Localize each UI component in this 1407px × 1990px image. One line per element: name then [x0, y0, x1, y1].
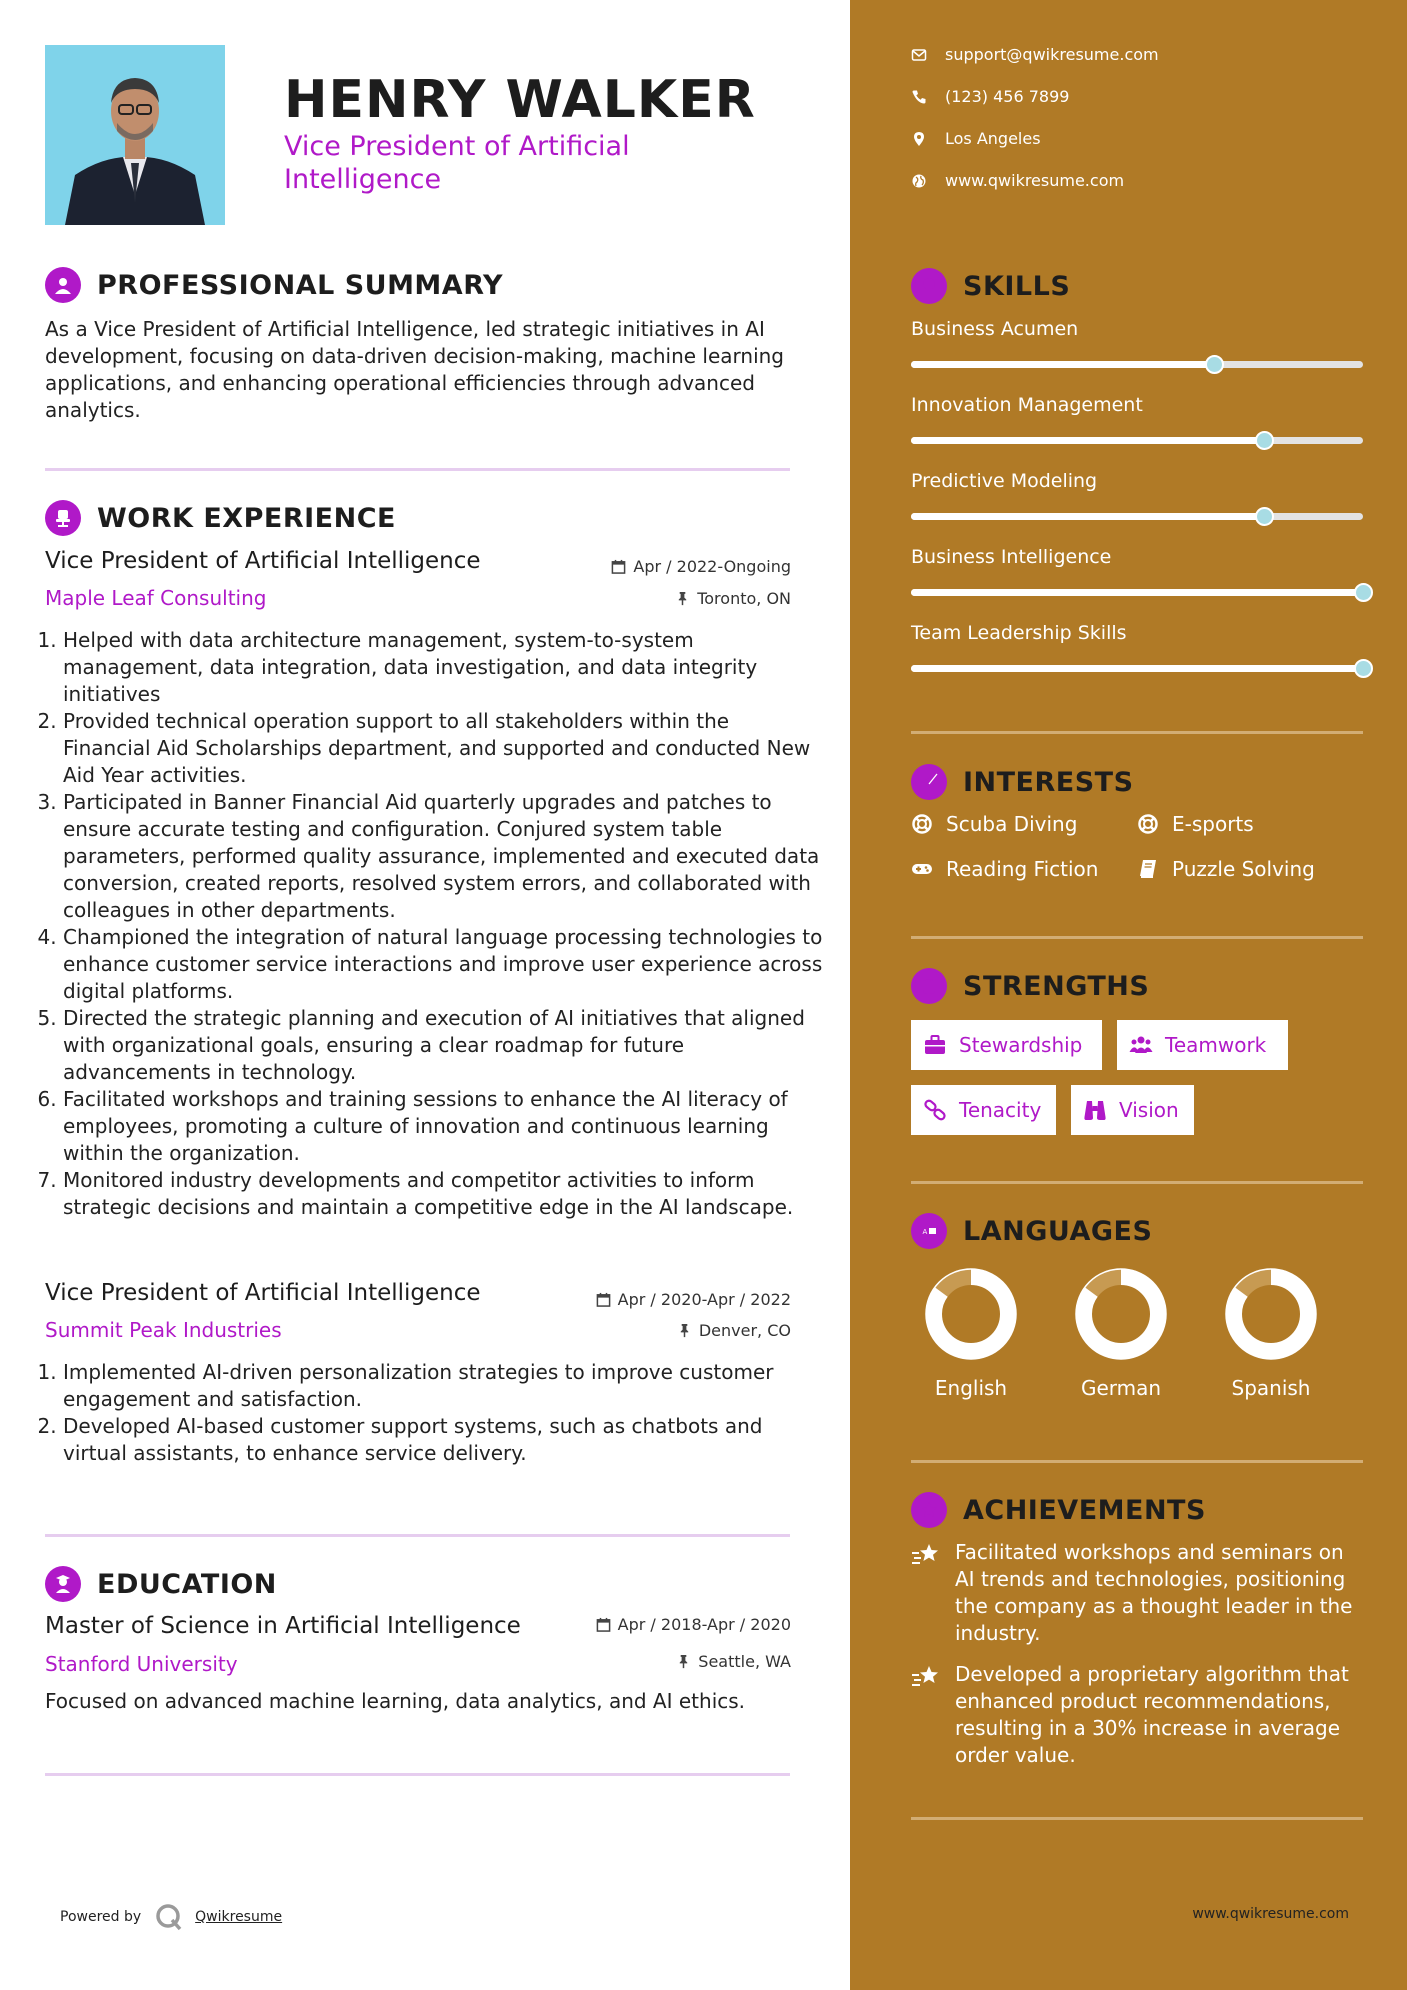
section-divider	[911, 936, 1363, 939]
work-heading	[45, 500, 396, 536]
interests-title: INTERESTS	[963, 766, 1134, 798]
powered-by	[60, 1903, 282, 1931]
interests-heading	[911, 764, 1134, 800]
education-description: Focused on advanced machine learning, data analytics, and AI ethics.	[45, 1689, 746, 1713]
interest-label: Puzzle Solving	[1172, 857, 1315, 881]
envelope-icon	[911, 47, 927, 63]
list-item: 1. Implemented AI-driven personalization strategies to improve customer engagement and satisfaction.	[63, 1359, 823, 1413]
language-donut	[923, 1266, 1019, 1362]
strength-label: Stewardship	[959, 1033, 1083, 1057]
job-company: Summit Peak Industries	[45, 1318, 282, 1342]
section-divider	[45, 1534, 790, 1537]
candidate-title: Vice President of Artificial Intelligence	[284, 131, 630, 195]
degree-title: Master of Science in Artificial Intelligence	[45, 1613, 521, 1639]
education-heading	[45, 1566, 277, 1602]
job-dates-text: Apr / 2020-Apr / 2022	[617, 1290, 791, 1309]
powered-by-label: Powered by	[60, 1909, 142, 1925]
work-title: WORK EXPERIENCE	[97, 502, 396, 534]
job-dates	[596, 1290, 791, 1309]
languages-title: LANGUAGES	[963, 1215, 1153, 1247]
list-item: 2. Developed AI-based customer support systems, such as chatbots and virtual assistants, to enhance service delivery.	[63, 1413, 823, 1467]
contact-location	[911, 129, 1041, 148]
job-title: Vice President of Artificial Intelligence	[45, 1280, 481, 1306]
section-divider	[911, 1817, 1363, 1820]
section-divider	[911, 731, 1363, 734]
skill-label: Innovation Management	[911, 394, 1143, 416]
location-text: Los Angeles	[945, 129, 1041, 148]
job-title: Vice President of Artificial Intelligence	[45, 548, 481, 574]
skill-bar-fill	[911, 665, 1363, 672]
skill-bar-knob	[1255, 507, 1274, 526]
strength-tag	[1117, 1020, 1288, 1070]
language-label: Spanish	[1231, 1376, 1311, 1400]
strengths-heading	[911, 968, 1149, 1004]
skill-bar-fill	[911, 589, 1363, 596]
section-divider	[45, 1773, 790, 1776]
section-divider	[911, 1181, 1363, 1184]
interest-item	[911, 857, 1098, 881]
gamepad-icon	[911, 858, 933, 880]
binoculars-icon	[1083, 1098, 1107, 1122]
list-item: 2. Provided technical operation support to all stakeholders within the Financial Aid Scholarships department, and supported and conducted New Aid Year activities.	[63, 708, 823, 789]
languages-heading	[911, 1213, 1152, 1249]
interest-item	[1137, 857, 1315, 881]
skill-label: Team Leadership Skills	[911, 622, 1127, 644]
contact-phone[interactable]	[911, 87, 1069, 106]
achievement-item	[911, 1539, 1363, 1647]
skill-bar	[911, 665, 1363, 672]
candidate-name: HENRY WALKER	[284, 70, 756, 130]
interest-label: Reading Fiction	[946, 857, 1099, 881]
summary-text: As a Vice President of Artificial Intelligence, led strategic initiatives in AI development, focusing on data-driven decision-making, machine learning applications, and enhancing operational efficiencies through advanced analytics.	[45, 317, 785, 422]
job-company: Maple Leaf Consulting	[45, 586, 267, 610]
users-icon	[1129, 1033, 1153, 1057]
profile-photo	[45, 45, 225, 225]
summary-heading	[45, 267, 503, 303]
lifebuoy-icon	[911, 813, 933, 835]
contact-website[interactable]	[911, 171, 1124, 190]
skill-bar-knob	[1255, 431, 1274, 450]
phone-text: (123) 456 7899	[945, 87, 1070, 106]
phone-icon	[911, 89, 927, 105]
skill-bar	[911, 361, 1363, 368]
brand-link[interactable]: Qwikresume	[195, 1909, 283, 1925]
skill-bar-knob	[1354, 659, 1373, 678]
chair-icon	[45, 500, 81, 536]
language-item	[916, 1266, 1026, 1400]
section-divider	[45, 468, 790, 471]
job-location	[677, 1321, 791, 1340]
list-item: 7. Monitored industry developments and competitor activities to inform strategic decisions and maintain a competitive edge in the AI landscape.	[63, 1167, 823, 1221]
job-location-text: Toronto, ON	[697, 589, 791, 608]
language-item	[1216, 1266, 1326, 1400]
list-item: 3. Participated in Banner Financial Aid quarterly upgrades and patches to ensure accurate testing and configuration. Conjured system table parameters, performed quality assurance, implemented and executed data conversion, created reports, resolved system errors, and collaborated with colleagues in other departments.	[63, 789, 823, 924]
briefcase-icon	[923, 1033, 947, 1057]
paper-plane-icon	[911, 764, 947, 800]
contact-email[interactable]	[911, 45, 1159, 64]
education-location-text: Seattle, WA	[698, 1652, 791, 1671]
map-marker-icon	[911, 131, 927, 147]
lifebuoy-icon	[1137, 813, 1159, 835]
education-location	[676, 1652, 791, 1671]
skills-heading	[911, 268, 1070, 304]
achievements-title: ACHIEVEMENTS	[963, 1494, 1206, 1526]
svg-text:A: A	[922, 1228, 928, 1236]
strength-tag	[1071, 1085, 1194, 1135]
strength-label: Vision	[1119, 1098, 1179, 1122]
section-divider	[911, 1460, 1363, 1463]
list-item: 6. Facilitated workshops and training sessions to enhance the AI literacy of employees, promoting a culture of innovation and continuous learning within the organization.	[63, 1086, 823, 1167]
job-location	[675, 589, 791, 608]
pin-icon	[677, 1323, 692, 1338]
calendar-icon	[596, 1617, 611, 1632]
strength-tag	[911, 1085, 1056, 1135]
strength-tag	[911, 1020, 1102, 1070]
pin-icon	[675, 591, 690, 606]
calendar-icon	[596, 1292, 611, 1307]
language-icon	[911, 1213, 947, 1249]
school-name: Stanford University	[45, 1652, 238, 1676]
summary-title: PROFESSIONAL SUMMARY	[97, 269, 504, 301]
skill-bar-fill	[911, 437, 1264, 444]
language-label: German	[1080, 1376, 1162, 1400]
graduate-icon	[45, 1566, 81, 1602]
job-bullets	[37, 627, 823, 1221]
skills-title: SKILLS	[963, 270, 1071, 302]
job-bullets	[37, 1359, 823, 1467]
skill-bar	[911, 513, 1363, 520]
footer-site[interactable]: www.qwikresume.com	[1192, 1906, 1349, 1922]
fist-icon	[911, 968, 947, 1004]
qwikresume-logo-icon	[155, 1903, 183, 1931]
skill-label: Business Intelligence	[911, 546, 1112, 568]
user-icon	[45, 267, 81, 303]
language-label: English	[934, 1376, 1008, 1400]
star-badge-icon	[911, 1492, 947, 1528]
list-item: 4. Championed the integration of natural language processing technologies to enhance customer service interactions and improve user experience across digital platforms.	[63, 924, 823, 1005]
education-dates-text: Apr / 2018-Apr / 2020	[617, 1615, 791, 1634]
shooting-star-icon	[911, 1663, 941, 1691]
language-item	[1066, 1266, 1176, 1400]
strength-label: Tenacity	[959, 1098, 1042, 1122]
skill-label: Business Acumen	[911, 318, 1079, 340]
language-donut	[1223, 1266, 1319, 1362]
skill-bar-fill	[911, 361, 1214, 368]
job-dates-text: Apr / 2022-Ongoing	[633, 557, 791, 576]
skill-bar	[911, 589, 1363, 596]
interest-item	[911, 812, 1077, 836]
skill-label: Predictive Modeling	[911, 470, 1098, 492]
interest-item	[1137, 812, 1254, 836]
achievement-text: Developed a proprietary algorithm that enhanced product recommendations, resulting in a 30% increase in average order value.	[955, 1662, 1349, 1767]
globe-icon	[911, 173, 927, 189]
calendar-icon	[611, 559, 626, 574]
book-icon	[1137, 858, 1159, 880]
skill-bar-fill	[911, 513, 1264, 520]
link-icon	[923, 1098, 947, 1122]
strength-label: Teamwork	[1165, 1033, 1267, 1057]
education-title: EDUCATION	[97, 1568, 277, 1600]
skill-bar-knob	[1354, 583, 1373, 602]
job-dates	[611, 557, 791, 576]
education-dates	[596, 1615, 791, 1634]
list-item: 5. Directed the strategic planning and execution of AI initiatives that aligned with organizational goals, ensuring a clear roadmap for future advancements in technology.	[63, 1005, 823, 1086]
skill-bar-knob	[1205, 355, 1224, 374]
interest-label: E-sports	[1172, 812, 1254, 836]
skill-bar	[911, 437, 1363, 444]
language-donut	[1073, 1266, 1169, 1362]
achievements-heading	[911, 1492, 1206, 1528]
pin-icon	[676, 1654, 691, 1669]
job-location-text: Denver, CO	[698, 1321, 791, 1340]
email-text: support@qwikresume.com	[945, 45, 1159, 64]
interest-label: Scuba Diving	[946, 812, 1078, 836]
strengths-title: STRENGTHS	[963, 970, 1150, 1002]
list-item: 1. Helped with data architecture management, system-to-system management, data integration, data investigation, and data integrity initiatives	[63, 627, 823, 708]
achievement-text: Facilitated workshops and seminars on AI trends and technologies, positioning the company as a thought leader in the industry.	[955, 1540, 1353, 1645]
lightbulb-icon	[911, 268, 947, 304]
achievement-item	[911, 1661, 1363, 1769]
website-text: www.qwikresume.com	[945, 171, 1125, 190]
shooting-star-icon	[911, 1541, 941, 1569]
